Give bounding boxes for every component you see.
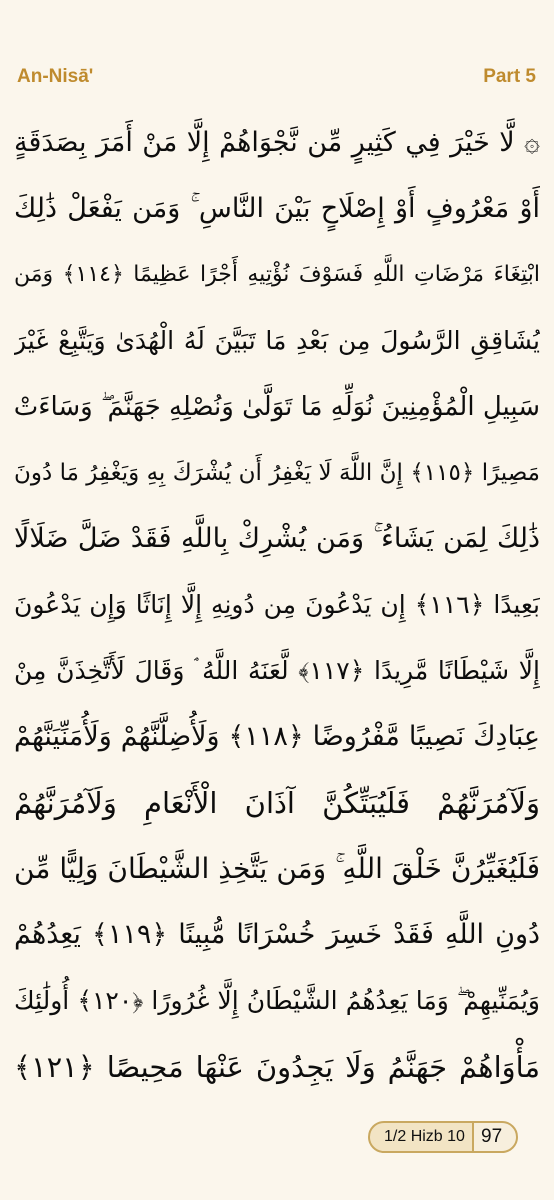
text-line: فَلَيُغَيِّرُنَّ خَلْقَ اللَّهِ ۚ وَمَن يَتَّخِذِ الشَّيْطَانَ وَلِيًّا مِّن: [14, 852, 540, 885]
page-footer: [368, 1121, 518, 1155]
text-line: مَصِيرًا ﴿١١٥﴾ إِنَّ اللَّهَ لَا يَغْفِرُ أَن يُشْرَكَ بِهِ وَيَغْفِرُ مَا دُونَ: [14, 460, 540, 486]
surah-name: An-Nisā': [17, 66, 94, 87]
page-header: [0, 66, 554, 106]
text-line: مَأْوَاهُمْ جَهَنَّمُ وَلَا يَجِدُونَ عَنْهَا مَحِيصًا ﴿١٢١﴾: [14, 1050, 540, 1084]
text-line: ذَٰلِكَ لِمَن يَشَاءُ ۚ وَمَن يُشْرِكْ بِاللَّهِ فَقَدْ ضَلَّ ضَلَالًا: [14, 523, 540, 554]
text-line: وَيُمَنِّيهِمْ ۖ وَمَا يَعِدُهُمُ الشَّيْطَانُ إِلَّا غُرُورًا ﴿١٢٠﴾ أُولَٰئِكَ: [14, 986, 540, 1015]
text-line: ابْتِغَاءَ مَرْضَاتِ اللَّهِ فَسَوْفَ نُؤْتِيهِ أَجْرًا عَظِيمًا ﴿١١٤﴾ وَمَن: [14, 262, 540, 287]
hizb-badge: [368, 1121, 476, 1153]
text-line: وَلَآمُرَنَّهُمْ فَلَيُبَتِّكُنَّ آذَانَ الْأَنْعَامِ وَلَآمُرَنَّهُمْ: [14, 786, 540, 820]
part-label: Part 5: [483, 66, 536, 87]
hizb-label: 1/2 Hizb 10: [384, 1128, 465, 1145]
text-line: عِبَادِكَ نَصِيبًا مَّفْرُوضًا ﴿١١٨﴾ وَلَأُضِلَّنَّهُمْ وَلَأُمَنِّيَنَّهُمْ: [14, 721, 540, 752]
text-line: بَعِيدًا ﴿١١٦﴾ إِن يَدْعُونَ مِن دُونِهِ إِلَّا إِنَاثًا وَإِن يَدْعُونَ: [14, 590, 540, 619]
text-line: إِلَّا شَيْطَانًا مَّرِيدًا ﴿١١٧﴾ لَّعَنَهُ اللَّهُ ۘ وَقَالَ لَأَتَّخِذَنَّ مِنْ: [14, 656, 540, 685]
text-line: أَوْ مَعْرُوفٍ أَوْ إِصْلَاحٍ بَيْنَ النَّاسِ ۚ وَمَن يَفْعَلْ ذَٰلِكَ: [14, 193, 540, 224]
text-line: يُشَاقِقِ الرَّسُولَ مِن بَعْدِ مَا تَبَيَّنَ لَهُ الْهُدَىٰ وَيَتَّبِعْ غَيْرَ: [14, 326, 540, 355]
page-number: 97: [481, 1126, 503, 1147]
quran-page-text: [14, 110, 540, 1110]
text-line: ۞ لَّا خَيْرَ فِي كَثِيرٍ مِّن نَّجْوَاهُمْ إِلَّا مَنْ أَمَرَ بِصَدَقَةٍ: [14, 127, 540, 158]
text-line: دُونِ اللَّهِ فَقَدْ خَسِرَ خُسْرَانًا مُّبِينًا ﴿١١٩﴾ يَعِدُهُمْ: [14, 919, 540, 950]
page-number-badge: [472, 1121, 518, 1153]
text-line: سَبِيلِ الْمُؤْمِنِينَ نُوَلِّهِ مَا تَوَلَّىٰ وَنُصْلِهِ جَهَنَّمَ ۖ وَسَاءَتْ: [14, 392, 540, 422]
